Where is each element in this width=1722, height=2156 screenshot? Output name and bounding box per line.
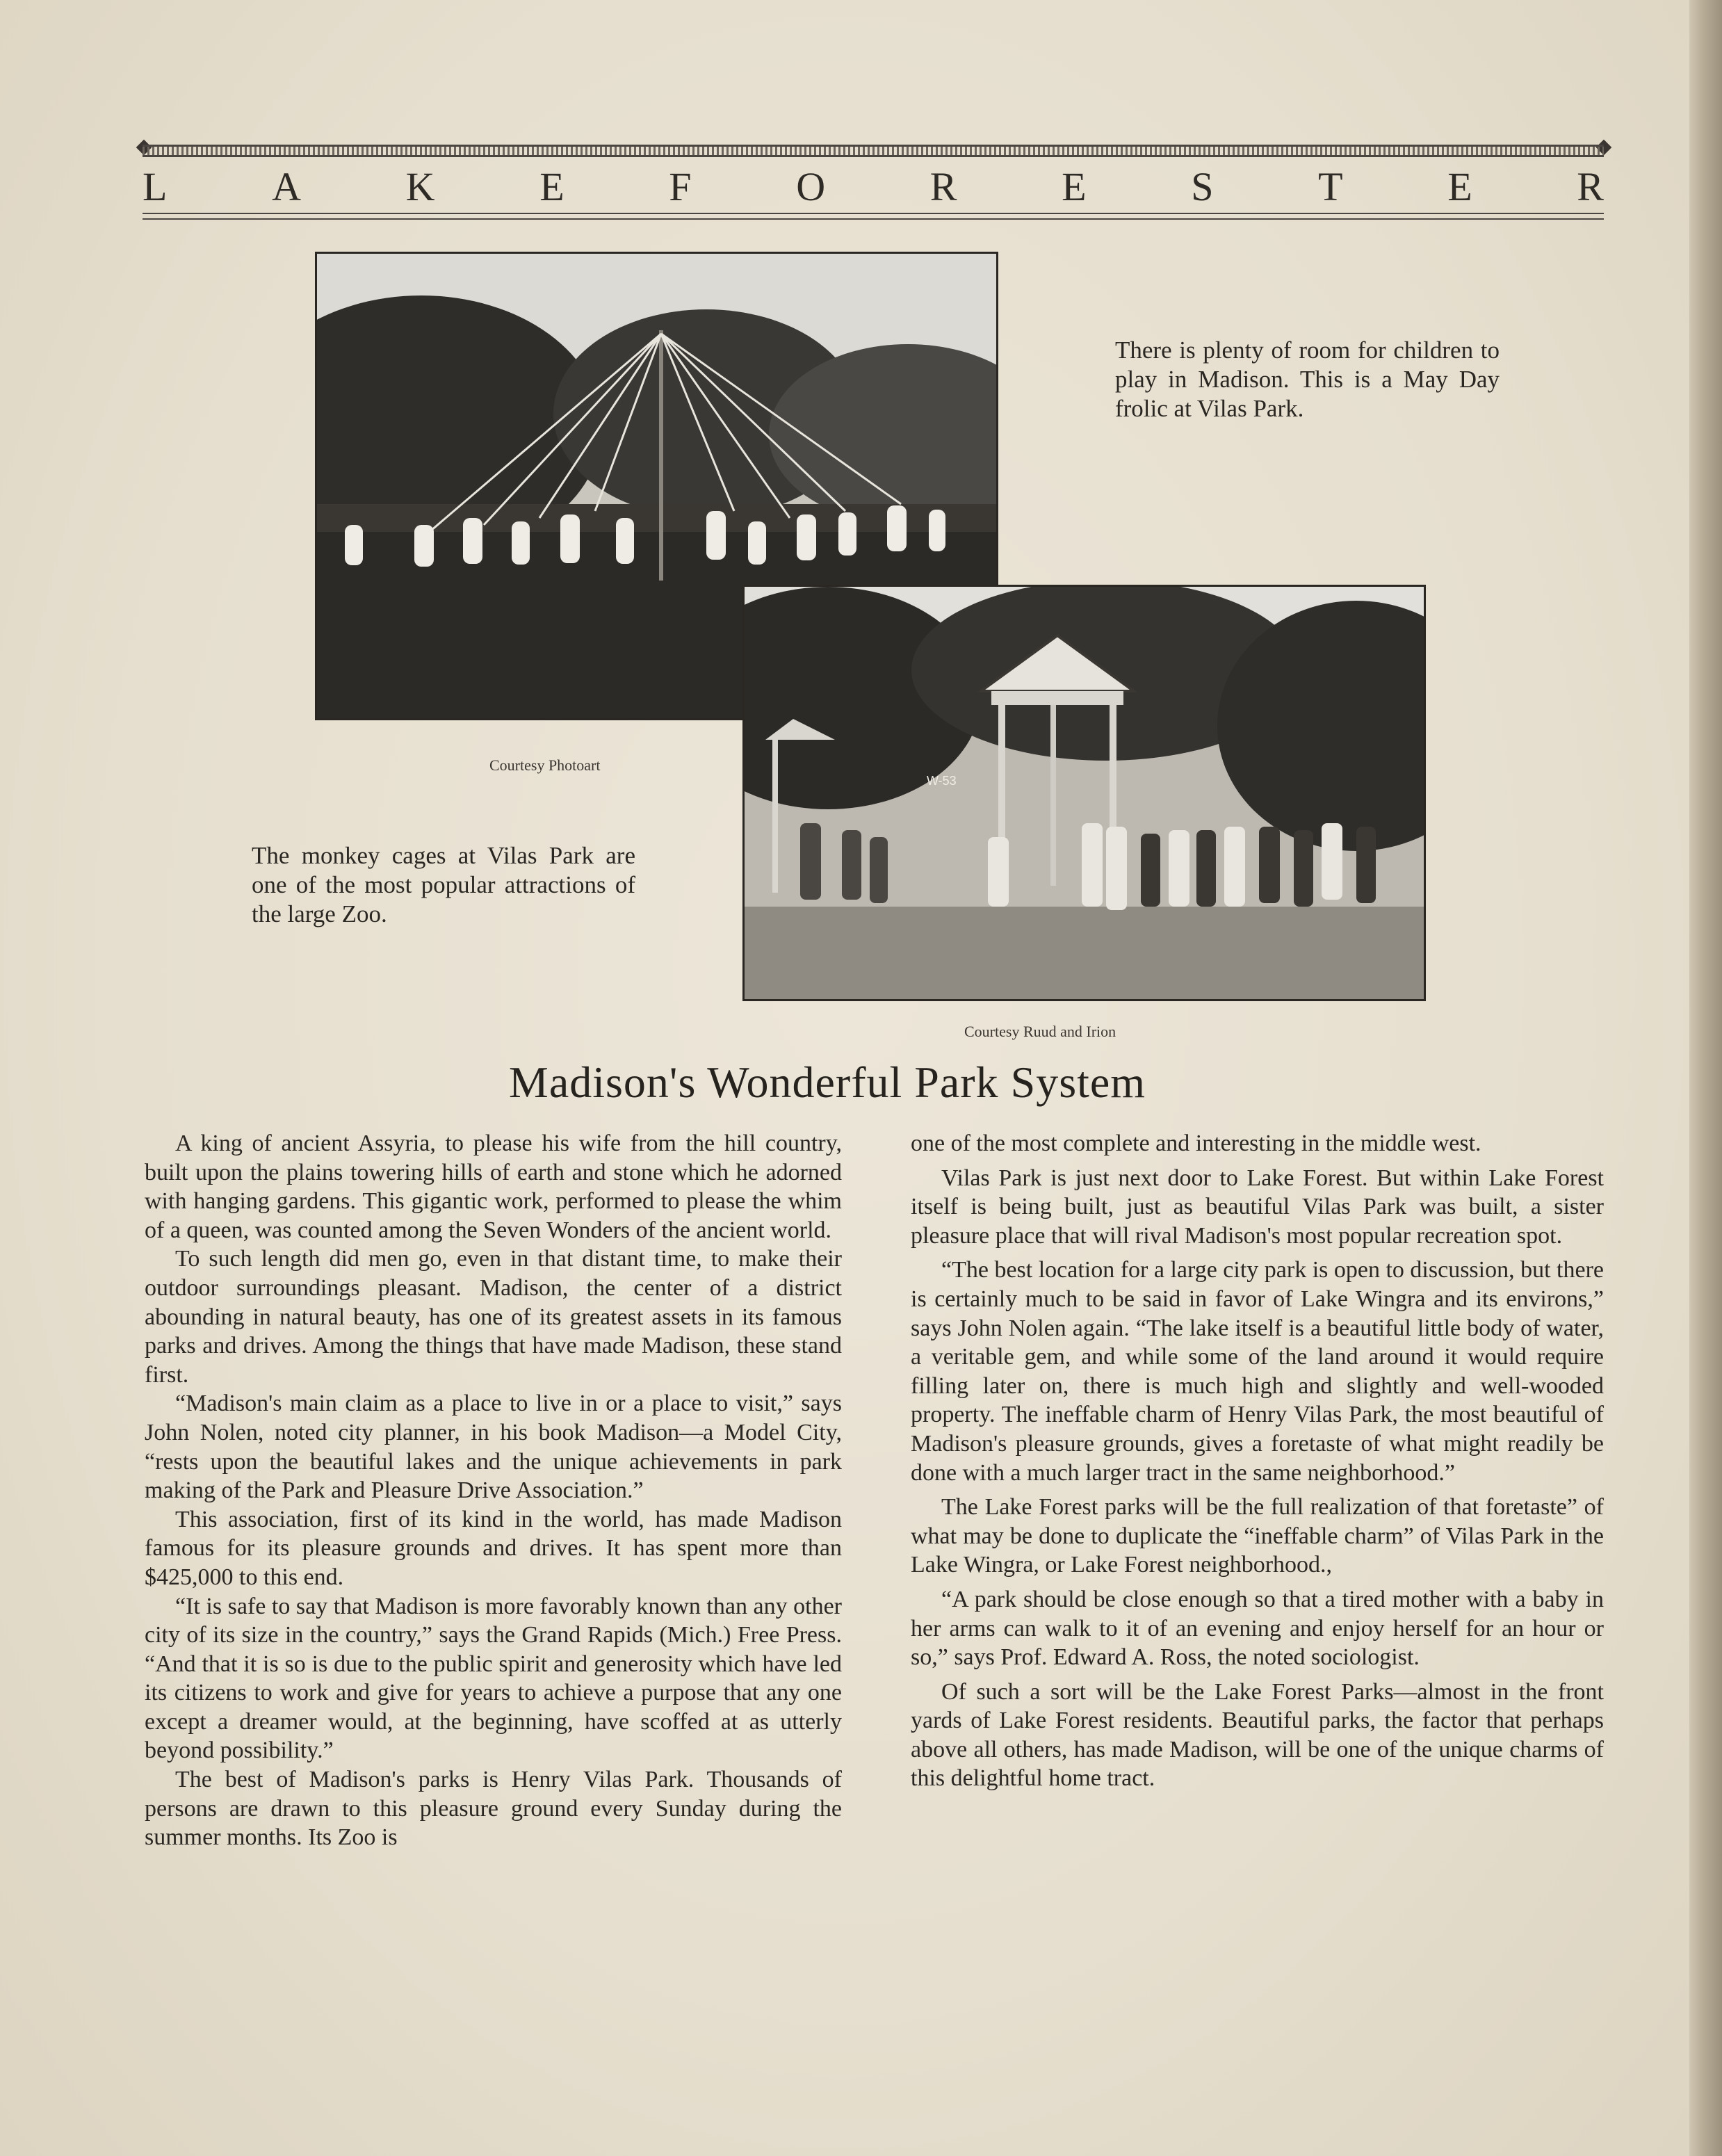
photo-caption-may-day: There is plenty of room for children to play in Madison. This is a May Day frolic at Vilas Park.	[1115, 337, 1500, 422]
masthead-letter: S	[1191, 163, 1214, 209]
article-paragraph: “A park should be close enough so that a tired mother with a baby in her arms can walk to it of an evening and enjoy herself for an hour or so,” says Prof. Edward A. Ross, the noted sociologist.	[911, 1586, 1604, 1671]
article-column-right	[911, 1129, 1604, 1793]
masthead-top-rule	[143, 145, 1604, 157]
page-binding-edge	[1689, 0, 1722, 2156]
article-paragraph: The best of Madison's parks is Henry Vilas Park. Thousands of persons are drawn to this pleasure ground every Sunday during the summer months. Its Zoo is	[145, 1767, 842, 1851]
article-paragraph: “Madison's main claim as a place to live in or a place to visit,” says John Nolen, noted city planner, in his book Madison—a Model City, “rests upon the beautiful lakes and the unique achievements in park making of the Park and Pleasure Drive Association.”	[145, 1391, 842, 1504]
article-paragraph: This association, first of its kind in the world, has made Madison famous for its pleasure grounds and drives. It has spent more than $425,000 to this end.	[145, 1506, 842, 1590]
masthead-letter: E	[539, 163, 564, 209]
article-paragraph-continuation: one of the most complete and interesting in the middle west.	[911, 1130, 1481, 1156]
photo-monkey-cages	[742, 585, 1426, 1001]
article-paragraph: A king of ancient Assyria, to please his wife from the hill country, built upon the plains towering hills of earth and stone which he adorned with hanging gardens. This gigantic work, performed to please the whim of a queen, was counted among the Seven Wonders of the ancient world.	[145, 1130, 842, 1243]
article-paragraph: “The best location for a large city park is open to discussion, but there is certainly much to be said in favor of Lake Wingra and its environs,” says John Nolen again. “The lake itself is a beautiful little body of water, a veritable gem, and while some of the land around it would require filling later on, there is much high and slightly and well-wooded property. The ineffable charm of Henry Vilas Park, the most beautiful of Madison's pleasure grounds, gives a foretaste of what might readily be done with a much larger tract in the same neighborhood.”	[911, 1257, 1604, 1486]
masthead-letter: O	[796, 163, 826, 209]
monkey-cages-photo-illustration	[745, 587, 1424, 999]
masthead-letter: R	[1577, 163, 1604, 209]
masthead-letter: E	[1447, 163, 1472, 209]
article-paragraph: Of such a sort will be the Lake Forest Parks—almost in the front yards of Lake Forest residents. Beautiful parks, the factor that perhaps above all others, has made Madison, will be one of the unique charms of this delightful home tract.	[911, 1678, 1604, 1792]
article-paragraph: To such length did men go, even in that distant time, to make their outdoor surroundings pleasant. Madison, the center of a district abounding in natural beauty, has one of its greatest assets in its famous parks and drives. Among the things that have made Madison, these stand first.	[145, 1246, 842, 1388]
article-paragraph: Vilas Park is just next door to Lake Forest. But within Lake Forest itself is being built, just as beautiful Vilas Park was built, a sister pleasure place that will rival Madison's most popular recreation spot.	[911, 1165, 1604, 1249]
article-paragraph: “It is safe to say that Madison is more favorably known than any other city of its size in the country,” says the Grand Rapids (Mich.) Free Press. “And that it is so is due to the public spirit and generosity which have led its citizens to work and give for years to achieve a purpose that any one except a dreamer would, at the beginning, have scoffed at as utterly beyond possibility.”	[145, 1593, 842, 1764]
photo-credit-photoart: Courtesy Photoart	[489, 756, 601, 774]
masthead-letter: E	[1062, 163, 1087, 209]
article-headline: Madison's Wonderful Park System	[508, 1057, 1146, 1107]
article-column-left	[145, 1129, 842, 1852]
masthead-letter: F	[669, 163, 692, 209]
article-paragraph: The Lake Forest parks will be the full realization of that foretaste” of what may be done to duplicate the “ineffable charm” of Vilas Park in the Lake Wingra, or Lake Forest neighborhood.,	[911, 1494, 1604, 1578]
photo-credit-ruud-irion: Courtesy Ruud and Irion	[964, 1023, 1116, 1040]
masthead	[143, 159, 1604, 214]
masthead-letter: A	[272, 163, 301, 209]
masthead-letter: L	[143, 163, 168, 209]
photo-caption-monkey-cages: The monkey cages at Vilas Park are one of the most popular attractions of the large Zoo.	[252, 842, 635, 927]
masthead-letter: T	[1318, 163, 1343, 209]
photo-sign-label: W-53	[927, 774, 957, 788]
masthead-letter: K	[405, 163, 435, 209]
masthead-letter: R	[929, 163, 957, 209]
masthead-bottom-rule	[143, 213, 1604, 220]
